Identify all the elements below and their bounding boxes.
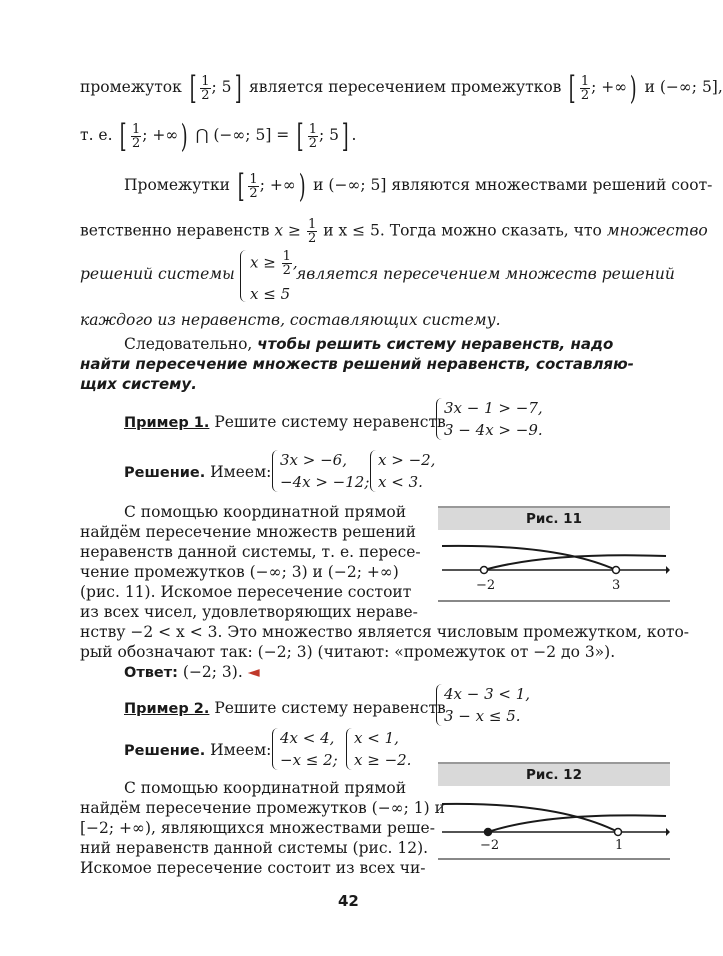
para3-line1: Промежутки [ $\frac{1}{2}$ ; +∞) и (−∞; 5] являются множествами решений соот- (124, 167, 713, 205)
para1-line1: промежуток [ $\frac{1}{2}$ ; 5] является пересечением промежутков [ $\frac{1}{2}$ ; +∞) и (−∞; 5], (80, 69, 723, 107)
ex1-sol-line2b: x < 3. (378, 473, 423, 491)
arrow-icon (666, 828, 670, 836)
interval-arc-left (442, 546, 616, 570)
ex2-text-line5: Искомое пересечение состоит из всех чи- (80, 859, 426, 877)
ex2-system-line2: 3 − x ≤ 5. (444, 707, 521, 725)
ex1-answer: Ответ: (−2; 3). ◄ (124, 663, 260, 681)
ex1-sol-line1b: −4x > −12; (280, 473, 370, 491)
tick-label-right: 3 (612, 578, 621, 593)
example1-heading: Пример 1. Решите систему неравенств (124, 413, 446, 431)
tick-label-right: 1 (615, 838, 624, 853)
system-line2: x ≤ 5 (250, 285, 291, 303)
arrow-icon (666, 566, 670, 574)
ex1-text-line6: из всех чисел, удовлетворяющих нераве- (80, 603, 418, 621)
example2-heading: Пример 2. Решите систему неравенств (124, 699, 446, 717)
ex1-solution: Решение. Имеем: (124, 463, 272, 481)
figure-11 (438, 530, 670, 602)
ex2-sol-line1a: 4x < 4, (280, 729, 335, 747)
ex2-sol-line1b: −x ≤ 2; (280, 751, 338, 769)
tick-label-left: −2 (480, 838, 500, 853)
open-point-right (615, 829, 622, 836)
para4-line3: щих систему. (80, 375, 197, 393)
ex1-system-line2: 3 − 4x > −9. (444, 421, 543, 439)
ex1-text-line5: (рис. 11). Искомое пересечение состоит (80, 583, 412, 601)
interval-arc-right (484, 555, 666, 570)
interval-arc-right (488, 815, 666, 832)
ex2-text-line3: [−2; +∞), являющихся множествами реше- (80, 819, 435, 837)
ex1-text-line3: неравенств данной системы, т. е. пересе- (80, 543, 421, 561)
para3-line3b: является пересечением множеств решений (296, 265, 675, 283)
open-point-left (481, 567, 488, 574)
ex1-text-line4: чение промежутков (−∞; 3) и (−2; +∞) (80, 563, 399, 581)
para3-line2: ветственно неравенств x ≥ $\frac{1}{2}$ и x ≤ 5. Тогда можно сказать, что множество (80, 217, 708, 246)
ex2-sol-line2b: x ≥ −2. (354, 751, 412, 769)
ex2-text-line1: С помощью координатной прямой (124, 779, 407, 797)
para4-line1: Следовательно, чтобы решить систему неравенств, надо (124, 335, 614, 353)
interval-arc-left (442, 804, 618, 832)
figure-12 (438, 786, 670, 860)
ex1-sol-line2a: x > −2, (378, 451, 436, 469)
figure-12-title: Рис. 12 (438, 762, 670, 786)
ex1-text-line1: С помощью координатной прямой (124, 503, 407, 521)
ex1-system-line1: 3x − 1 > −7, (444, 399, 543, 417)
tick-label-left: −2 (476, 578, 496, 593)
ex2-sol-line2a: x < 1, (354, 729, 399, 747)
system-brace (240, 250, 249, 302)
para3-line3a: решений системы (80, 265, 235, 283)
closed-point-left (485, 829, 492, 836)
ex2-text-line4: ний неравенств данной системы (рис. 12). (80, 839, 429, 857)
ex1-text-line2: найдём пересечение множеств решений (80, 523, 416, 541)
open-point-right (613, 567, 620, 574)
para4-line2: найти пересечение множеств решений неравенств, составляю- (80, 355, 634, 373)
end-marker-icon: ◄ (247, 663, 260, 681)
ex2-text-line2: найдём пересечение промежутков (−∞; 1) и (80, 799, 445, 817)
ex1-sol-line1a: 3x > −6, (280, 451, 347, 469)
para3-line4: каждого из неравенств, составляющих систему. (80, 311, 501, 329)
ex2-solution: Решение. Имеем: (124, 741, 272, 759)
para1-line2: т. е. [ $\frac{1}{2}$ ; +∞) ⋂ (−∞; 5] = [ $\frac{1}{2}$ ; 5] . (80, 117, 357, 155)
ex1-text-line8: рый обозначают так: (−2; 3) (читают: «промежуток от −2 до 3»). (80, 643, 616, 661)
ex1-text-line7: нству −2 < x < 3. Это множество является числовым промежутком, кото- (80, 623, 690, 641)
ex2-system-line1: 4x − 3 < 1, (444, 685, 531, 703)
system-line1: x ≥ $\frac{1}{2}$ , (250, 249, 298, 278)
figure-11-title: Рис. 11 (438, 506, 670, 530)
page-number: 42 (338, 892, 359, 910)
